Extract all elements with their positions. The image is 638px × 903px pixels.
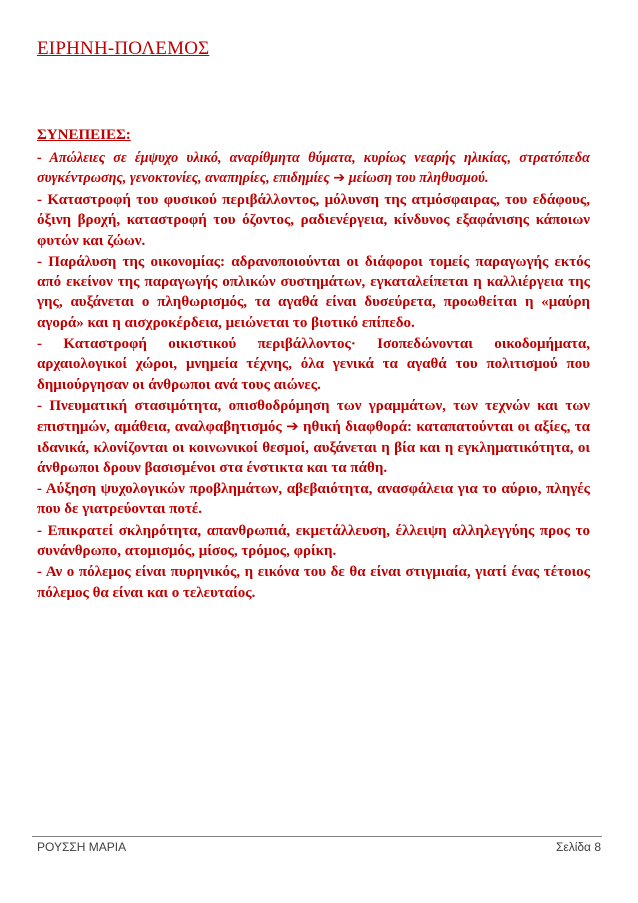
section-heading: ΣΥΝΕΠΕΙΕΣ: xyxy=(37,127,131,143)
footer-author: ΡΟΥΣΣΗ ΜΑΡΙΑ xyxy=(37,840,127,854)
paragraph-text: - Παράλυση της οικονομίας: αδρανοποιούνται οι διάφοροι τομείς παραγωγής εκτός από εκείνον της παραγωγής οπλικών συστημάτων, εγκαταλείπεται η καλλιέργεια της γης, αυξάνεται ο πληθωρισμός, τα αγαθά είναι δυσεύρετα, προωθείται η «μαύρη αγορά» και η αισχροκέρδεια, μειώνεται το βιοτικό επίπεδο. xyxy=(37,253,590,331)
paragraph-psychological xyxy=(37,479,590,520)
paragraph-economy xyxy=(37,252,590,333)
paragraph-spiritual-stagnation xyxy=(37,396,590,478)
right-arrow-icon: ➔ xyxy=(286,417,299,436)
paragraph-text: - Αύξηση ψυχολογικών προβλημάτων, αβεβαιότητα, ανασφάλεια για το αύριο, πληγές που δε γιατρεύονται ποτέ. xyxy=(37,481,590,518)
page-title: ΕΙΡΗΝΗ-ΠΟΛΕΜΟΣ xyxy=(37,38,210,59)
paragraph-text: ηθική διαφθορά: καταπατούνται οι αξίες, τα ιδανικά, κλονίζονται οι κοινωνικοί θεσμοί, αυξάνεται η βία και η εγκληματικότητα, οι άνθρωποι δρουν βασισμένοι στα ένστικτα και τα πάθη. xyxy=(37,419,590,476)
footer-divider xyxy=(32,836,602,837)
paragraph-text: - Καταστροφή του φυσικού περιβάλλοντος, μόλυνση της ατμόσφαιρας, του εδάφους, όξινη βροχή, καταστροφή του όζοντος, ραδιενέργεια, κίνδυνος εξαφάνισης κάποιων φυτών και ζώων. xyxy=(37,192,590,249)
paragraph-text: - Επικρατεί σκληρότητα, απανθρωπιά, εκμετάλλευση, έλλειψη αλληλεγγύης προς το συνάνθρωπο, ατομισμός, μίσος, τρόμος, φρίκη. xyxy=(37,522,590,560)
paragraph-urban-destruction xyxy=(37,334,590,395)
paragraph-text: - Πνευματική στασιμότητα, οπισθοδρόμηση των γραμμάτων, των τεχνών και των επιστημών, αμάθεια, αναλφαβητισμός xyxy=(37,397,590,436)
right-arrow-icon: ➔ xyxy=(333,170,346,186)
paragraph-nuclear xyxy=(37,562,590,603)
paragraph-cruelty xyxy=(37,521,590,562)
paragraph-text: - Καταστροφή οικιστικού περιβάλλοντος· Ισοπεδώνονται οικοδομήματα, αρχαιολογικοί χώροι, μνημεία τέχνης, όλα γενικά τα αγαθά του πολιτισμού που δημιούργησαν οι άνθρωποι ανά τους αιώνες. xyxy=(37,336,590,393)
paragraph-casualties xyxy=(37,148,590,188)
paragraph-text: μείωση του πληθυσμού. xyxy=(345,170,489,186)
paragraph-text: - Αν ο πόλεμος είναι πυρηνικός, η εικόνα του δε θα είναι στιγμιαία, γιατί ένας τέτοιος πόλεμος θα είναι και ο τελευταίος. xyxy=(37,564,590,601)
paragraph-text: - Απώλειες σε έμψυχο υλικό, αναρίθμητα θύματα, κυρίως νεαρής ηλικίας, στρατόπεδα συγκέντρωσης, γενοκτονίες, αναπηρίες, επιδημίες xyxy=(37,150,590,186)
paragraph-environment xyxy=(37,190,590,251)
footer-page-number: Σελίδα 8 xyxy=(555,840,601,854)
document-body xyxy=(37,148,590,604)
